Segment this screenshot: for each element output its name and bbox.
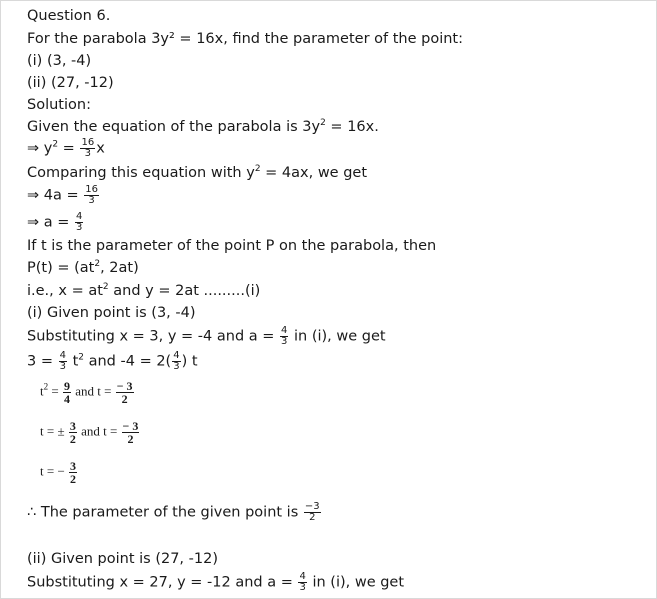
fraction-neg3-over-2: $\frac{- 3}{2}$ — [116, 379, 133, 406]
fraction-neg3-over-2: $\frac{- 3}{2}$ — [122, 419, 139, 446]
fraction-4-over-3: $\frac{4}{3}$ — [173, 350, 180, 372]
implies-y-squared: ⇒ $y^2$ = $\frac{16}{3}$ x — [27, 137, 105, 159]
point-p-t: $P(t) = (at^2$, 2at) — [27, 259, 139, 276]
solution-label: Solution: — [27, 97, 91, 113]
comparing-line: Comparing this equation with $y^2 = 4ax$, we get — [27, 164, 368, 181]
given-point-ii: (ii) Given point is (27, -12) — [27, 551, 218, 567]
equation-line-3: 3 = $\frac{4}{3}$ $t^2$ and -4 = 2( $\frac{4}{3}$ ) t — [27, 350, 198, 372]
handwritten-step-2: t = ± $\frac{3}{2}$ and t = $\frac{- 3}{2}$ — [40, 419, 139, 446]
ie-equation: i.e., $x = at^2$ and y = 2at .........(i) — [27, 282, 261, 299]
fraction-4-over-3: $\frac{4}{3}$ — [76, 211, 83, 233]
question-title: Question 6. — [27, 8, 111, 24]
therefore-line: ∴ The parameter of the given point is $\frac{-3}{2}$ — [27, 501, 320, 523]
substituting-ii: Substituting x = 27, y = -12 and a = $\frac{4}{3}$ in (i), we get — [27, 571, 405, 593]
handwritten-step-1: $t^2$ = $\frac{9}{4}$ and t = $\frac{- 3}{2}$ — [40, 379, 133, 406]
parameter-statement: If t is the parameter of the point P on the parabola, then — [27, 238, 437, 254]
fraction-3-over-2: $\frac{3}{2}$ — [70, 459, 77, 486]
fraction-9-over-4: $\frac{9}{4}$ — [63, 379, 70, 406]
fraction-4-over-3: $\frac{4}{3}$ — [281, 325, 288, 347]
implies-4a: ⇒ 4a = $\frac{16}{3}$ — [27, 184, 98, 206]
fraction-16-over-3: $\frac{16}{3}$ — [81, 137, 95, 159]
handwritten-step-3: t = − $\frac{3}{2}$ — [40, 459, 77, 486]
problem-statement: For the parabola 3y² = 16x, find the parameter of the point: — [27, 31, 463, 47]
part-ii: (ii) (27, -12) — [27, 75, 114, 91]
fraction-4-over-3: $\frac{4}{3}$ — [299, 571, 306, 593]
fraction-4-over-3: $\frac{4}{3}$ — [59, 350, 66, 372]
fraction-neg3-over-2: $\frac{-3}{2}$ — [304, 501, 320, 523]
fraction-3-over-2: $\frac{3}{2}$ — [69, 419, 76, 446]
part-i: (i) (3, -4) — [27, 53, 92, 69]
substituting-i: Substituting x = 3, y = -4 and a = $\frac{4}{3}$ in (i), we get — [27, 325, 386, 347]
fraction-16-over-3: $\frac{16}{3}$ — [85, 184, 98, 206]
given-point-i: (i) Given point is (3, -4) — [27, 305, 196, 321]
implies-a: ⇒ a = $\frac{4}{3}$ — [27, 211, 83, 233]
given-equation: Given the equation of the parabola is $3y^2 = 16x$. — [27, 118, 379, 135]
